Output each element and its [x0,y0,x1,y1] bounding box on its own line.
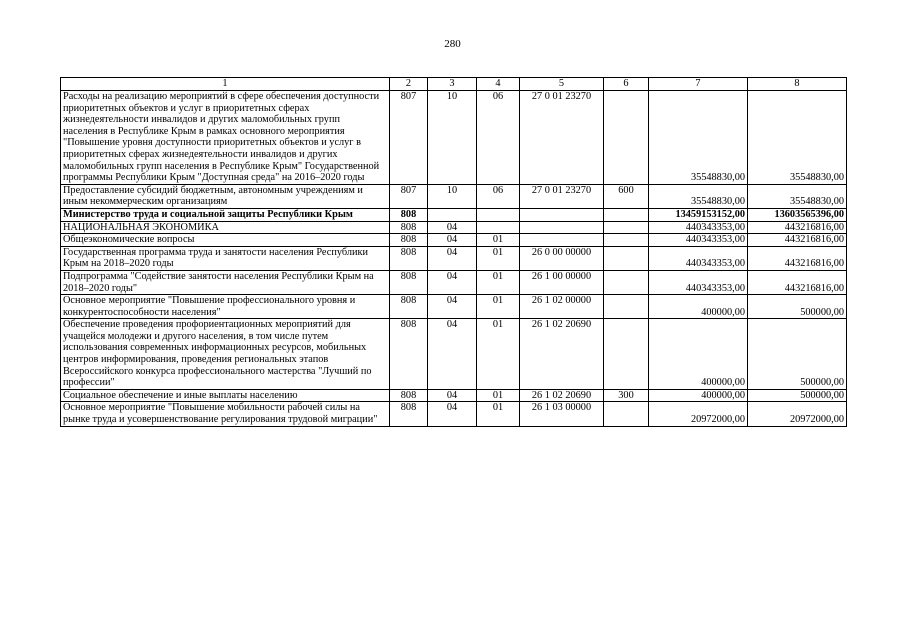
cell-expense-type: 600 [604,184,649,208]
cell-expense-type [604,234,649,247]
cell-sum-col7: 35548830,00 [649,184,748,208]
table-row [61,246,847,270]
cell-name: Основное мероприятие "Повышение профессионального уровня и конкурентоспособности населения" [61,295,390,319]
cell-section: 04 [428,246,477,270]
cell-target-article: 26 1 03 00000 [520,402,604,426]
cell-section: 04 [428,402,477,426]
cell-sum-col7: 400000,00 [649,389,748,402]
header-col-1: 1 [61,78,390,91]
table-row [61,389,847,402]
table-row [61,319,847,390]
header-col-6: 6 [604,78,649,91]
cell-target-article: 26 0 00 00000 [520,246,604,270]
table-row [61,91,847,185]
cell-expense-type [604,221,649,234]
cell-ministry-code: 808 [390,402,428,426]
cell-target-article: 26 1 02 20690 [520,319,604,390]
cell-section: 04 [428,270,477,294]
table-row [61,270,847,294]
cell-ministry-code: 808 [390,295,428,319]
cell-sum-col7: 400000,00 [649,295,748,319]
cell-name: Министерство труда и социальной защиты Республики Крым [61,208,390,221]
cell-sum-col7: 35548830,00 [649,91,748,185]
cell-subsection: 01 [477,234,520,247]
cell-sum-col7: 13459153152,00 [649,208,748,221]
cell-target-article: 26 1 00 00000 [520,270,604,294]
cell-subsection: 01 [477,295,520,319]
cell-sum-col7: 440343353,00 [649,221,748,234]
table-row [61,184,847,208]
cell-expense-type [604,91,649,185]
cell-name: Основное мероприятие "Повышение мобильности рабочей силы на рынке труда и усовершенствование регулирования трудовой миграции" [61,402,390,426]
cell-name: Подпрограмма "Содействие занятости населения Республики Крым на 2018–2020 годы" [61,270,390,294]
cell-subsection: 06 [477,184,520,208]
cell-section: 04 [428,234,477,247]
cell-sum-col8: 20972000,00 [748,402,847,426]
cell-section: 04 [428,295,477,319]
cell-expense-type [604,295,649,319]
header-col-8: 8 [748,78,847,91]
budget-table [60,77,847,427]
cell-subsection: 01 [477,389,520,402]
cell-subsection: 06 [477,91,520,185]
cell-section [428,208,477,221]
cell-name: Социальное обеспечение и иные выплаты населению [61,389,390,402]
table-row [61,295,847,319]
cell-sum-col7: 20972000,00 [649,402,748,426]
table-row [61,234,847,247]
cell-ministry-code: 807 [390,91,428,185]
cell-ministry-code: 808 [390,389,428,402]
cell-expense-type [604,402,649,426]
cell-expense-type [604,270,649,294]
table-header-row [61,78,847,91]
cell-sum-col8: 500000,00 [748,319,847,390]
cell-sum-col8: 443216816,00 [748,221,847,234]
cell-sum-col7: 440343353,00 [649,270,748,294]
cell-target-article [520,234,604,247]
cell-section: 04 [428,221,477,234]
cell-target-article: 27 0 01 23270 [520,91,604,185]
cell-sum-col7: 440343353,00 [649,234,748,247]
cell-expense-type: 300 [604,389,649,402]
header-col-5: 5 [520,78,604,91]
cell-subsection [477,221,520,234]
cell-subsection: 01 [477,270,520,294]
cell-ministry-code: 808 [390,208,428,221]
cell-sum-col8: 500000,00 [748,389,847,402]
cell-name: Расходы на реализацию мероприятий в сфере обеспечения доступности приоритетных объектов и услуг в приоритетных сферах жизнедеятельности инвалидов и других маломобильных групп населения в Республике Крым в рамках основного мероприятия "Повышение уровня доступности приоритетных объектов и услуг в приоритетных сферах жизнедеятельности инвалидов и других маломобильных групп населения в Республике Крым" Государственной программы Республики Крым "Доступная среда" на 2016–2020 годы [61,91,390,185]
cell-sum-col8: 500000,00 [748,295,847,319]
cell-section: 04 [428,319,477,390]
cell-sum-col8: 13603565396,00 [748,208,847,221]
cell-sum-col8: 443216816,00 [748,270,847,294]
cell-target-article [520,221,604,234]
cell-subsection: 01 [477,402,520,426]
cell-target-article: 26 1 02 20690 [520,389,604,402]
cell-name: НАЦИОНАЛЬНАЯ ЭКОНОМИКА [61,221,390,234]
cell-name: Общеэкономические вопросы [61,234,390,247]
cell-expense-type [604,208,649,221]
page-number: 280 [444,38,461,50]
cell-section: 10 [428,184,477,208]
cell-subsection: 01 [477,246,520,270]
cell-section: 10 [428,91,477,185]
cell-target-article: 26 1 02 00000 [520,295,604,319]
cell-expense-type [604,319,649,390]
cell-sum-col8: 35548830,00 [748,91,847,185]
header-col-4: 4 [477,78,520,91]
cell-name: Обеспечение проведения профориентационных мероприятий для учащейся молодежи и другого населения, в том числе путем использования современных информационных ресурсов, мобильных центров информирования, проведения региональных этапов Всероссийского конкурса профессионального мастерства "Лучший по профессии" [61,319,390,390]
cell-subsection [477,208,520,221]
cell-ministry-code: 807 [390,184,428,208]
table-row [61,221,847,234]
cell-sum-col8: 443216816,00 [748,234,847,247]
cell-target-article [520,208,604,221]
cell-sum-col7: 400000,00 [649,319,748,390]
cell-ministry-code: 808 [390,319,428,390]
cell-expense-type [604,246,649,270]
cell-name: Государственная программа труда и занятости населения Республики Крым на 2018–2020 годы [61,246,390,270]
cell-target-article: 27 0 01 23270 [520,184,604,208]
cell-sum-col8: 35548830,00 [748,184,847,208]
header-col-7: 7 [649,78,748,91]
cell-section: 04 [428,389,477,402]
cell-subsection: 01 [477,319,520,390]
cell-name: Предоставление субсидий бюджетным, автономным учреждениям и иным некоммерческим организациям [61,184,390,208]
header-col-3: 3 [428,78,477,91]
table-row [61,402,847,426]
cell-ministry-code: 808 [390,246,428,270]
table-row [61,208,847,221]
cell-sum-col7: 440343353,00 [649,246,748,270]
cell-ministry-code: 808 [390,270,428,294]
header-col-2: 2 [390,78,428,91]
cell-ministry-code: 808 [390,234,428,247]
cell-sum-col8: 443216816,00 [748,246,847,270]
cell-ministry-code: 808 [390,221,428,234]
